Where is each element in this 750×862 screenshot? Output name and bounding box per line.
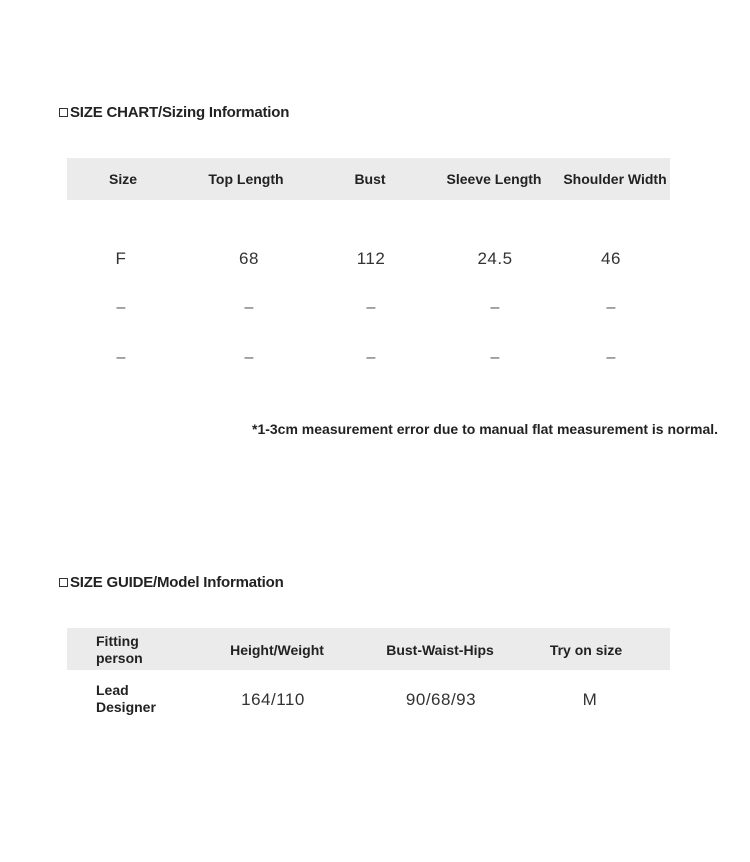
table-cell: – bbox=[606, 349, 616, 366]
model-size: M bbox=[582, 690, 598, 709]
measurement-note: *1-3cm measurement error due to manual flat measurement is normal. bbox=[252, 421, 719, 437]
table-cell: – bbox=[116, 299, 126, 316]
size-chart-title bbox=[59, 104, 289, 121]
table-cell: – bbox=[244, 299, 254, 316]
header-size: Size bbox=[108, 171, 138, 187]
header-shoulder-width: Shoulder Width bbox=[563, 171, 667, 187]
size-guide-title-text: SIZE GUIDE/Model Information bbox=[70, 574, 284, 591]
header-fitting-person: Fitting person bbox=[96, 633, 143, 666]
checkbox-icon bbox=[59, 578, 68, 587]
checkbox-icon bbox=[59, 108, 68, 117]
header-bust-waist-hips: Bust-Waist-Hips bbox=[386, 642, 494, 658]
size-chart-title-text: SIZE CHART/Sizing Information bbox=[70, 104, 290, 121]
header-sleeve-length: Sleeve Length bbox=[446, 171, 542, 187]
header-try-on-size: Try on size bbox=[549, 642, 623, 658]
table-cell: – bbox=[606, 299, 616, 316]
model-measurements: 90/68/93 bbox=[405, 690, 477, 709]
table-cell: F bbox=[115, 249, 127, 268]
header-bust: Bust bbox=[354, 171, 386, 187]
table-cell: – bbox=[490, 349, 500, 366]
table-cell: 112 bbox=[356, 249, 386, 268]
model-height-weight: 164/110 bbox=[241, 690, 305, 709]
header-height-weight: Height/Weight bbox=[230, 642, 324, 658]
table-cell: 68 bbox=[239, 249, 259, 268]
table-cell: – bbox=[244, 349, 254, 366]
table-cell: – bbox=[366, 299, 376, 316]
table-cell: 24.5 bbox=[477, 249, 513, 268]
model-name: Lead Designer bbox=[96, 682, 156, 715]
table-cell: – bbox=[366, 349, 376, 366]
table-cell: 46 bbox=[601, 249, 621, 268]
size-guide-title bbox=[59, 574, 284, 591]
table-cell: – bbox=[116, 349, 126, 366]
header-top-length: Top Length bbox=[208, 171, 284, 187]
table-cell: – bbox=[490, 299, 500, 316]
